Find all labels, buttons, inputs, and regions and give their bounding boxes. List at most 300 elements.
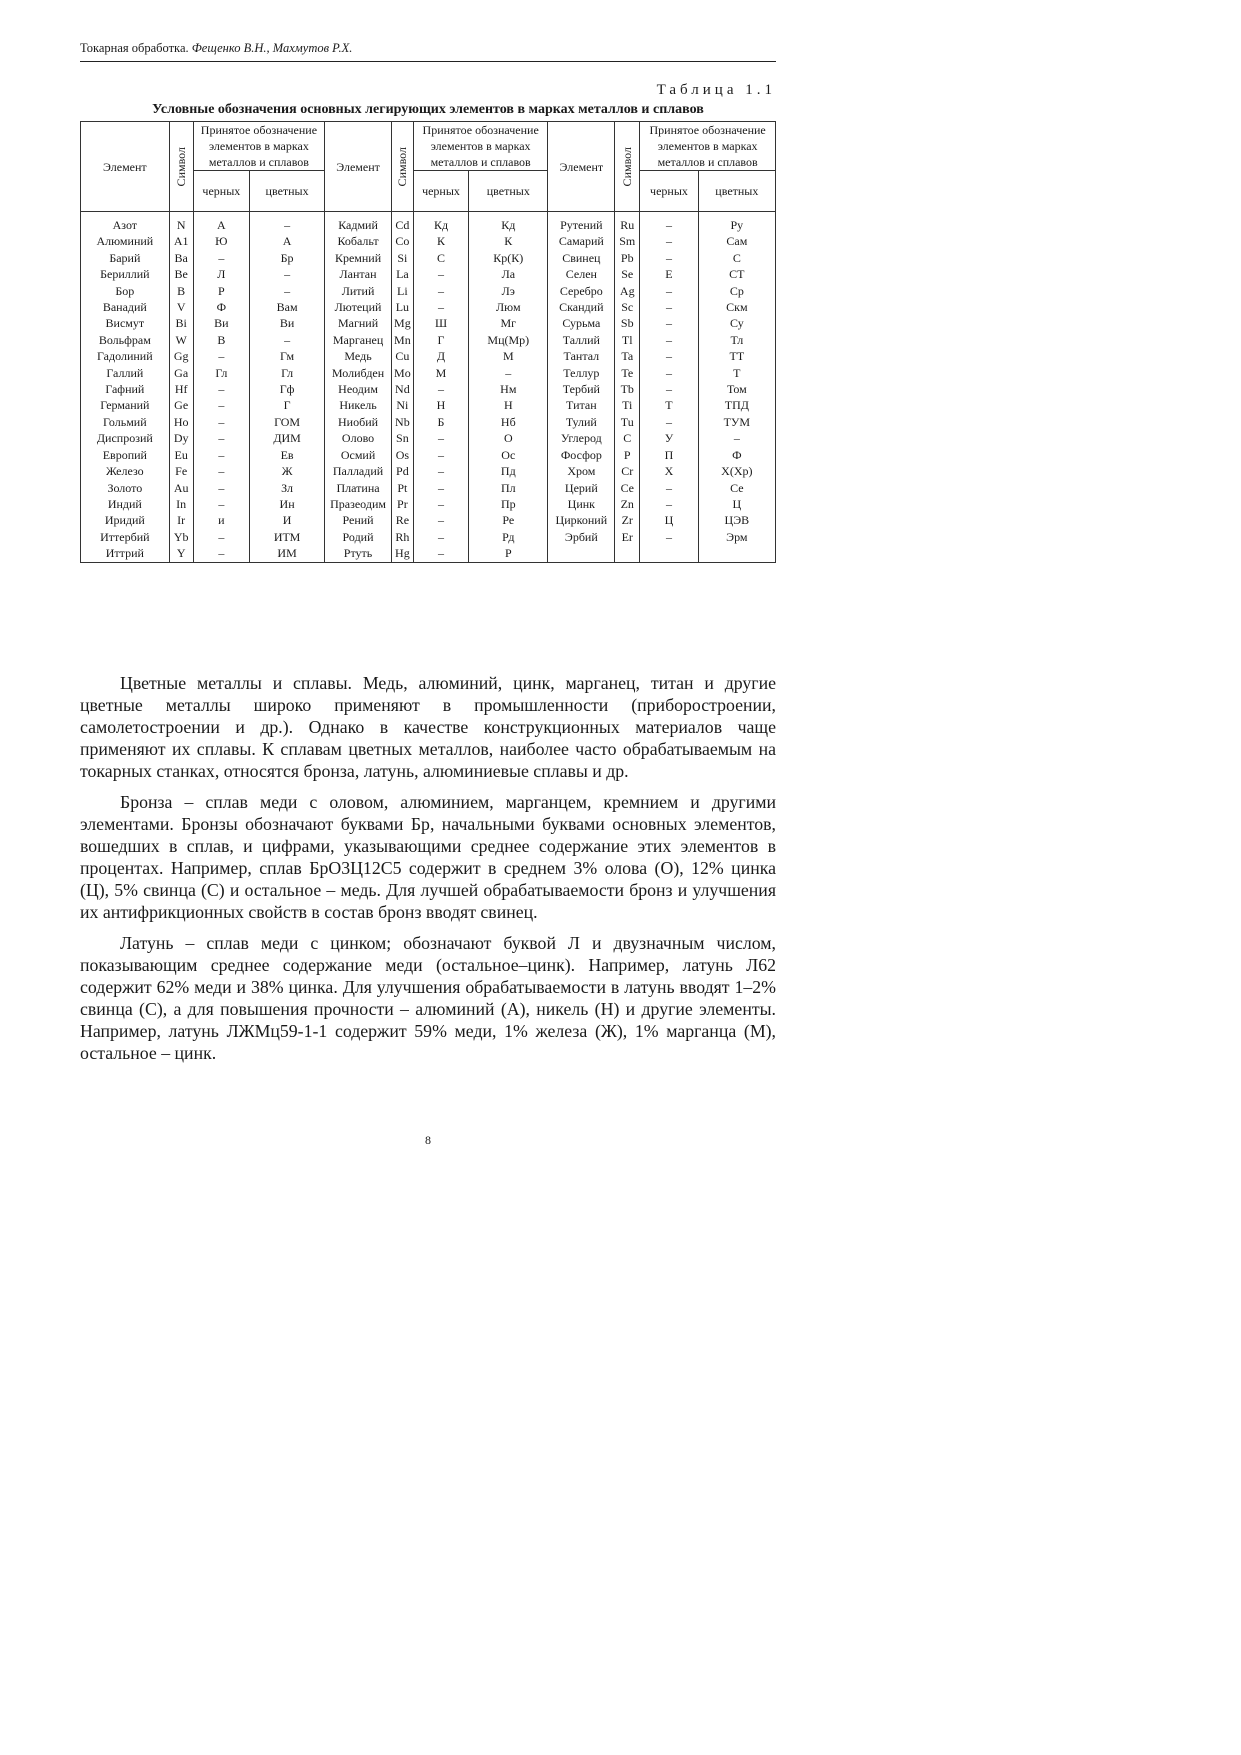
table-cell: Марганец [325, 332, 392, 348]
table-cell: Празеодим [325, 496, 392, 512]
table-cell: Скм [698, 299, 775, 315]
table-row [81, 299, 776, 315]
table-cell: – [640, 250, 698, 266]
table-cell: – [640, 529, 698, 545]
table-cell: Углерод [548, 430, 615, 446]
table-row [81, 348, 776, 364]
table-row [81, 381, 776, 397]
col-nonferrous: цветных [469, 171, 548, 212]
table-cell: – [193, 348, 249, 364]
table-cell: – [640, 332, 698, 348]
table-cell: Галлий [81, 365, 170, 381]
table-cell: Се [698, 480, 775, 496]
table-cell: Рений [325, 512, 392, 528]
table-number: Таблица 1.1 [656, 82, 776, 98]
table-row [81, 480, 776, 496]
table-cell [615, 545, 640, 562]
table-cell: A1 [169, 233, 193, 249]
table-cell: А [250, 233, 325, 249]
table-cell: – [640, 299, 698, 315]
table-cell: Барий [81, 250, 170, 266]
table-cell: Lu [391, 299, 413, 315]
table-cell: – [640, 283, 698, 299]
table-row [81, 250, 776, 266]
table-cell: – [413, 512, 468, 528]
table-cell: Титан [548, 397, 615, 413]
table-cell: Иридий [81, 512, 170, 528]
table-cell: Nd [391, 381, 413, 397]
table-cell: Литий [325, 283, 392, 299]
table-cell: Be [169, 266, 193, 282]
table-cell: Лантан [325, 266, 392, 282]
header-authors: Фещенко В.Н., Махмутов Р.Х. [191, 41, 353, 55]
body-text [80, 672, 776, 1073]
table-cell: Х [640, 463, 698, 479]
table-cell: Золото [81, 480, 170, 496]
paragraph: Латунь – сплав меди с цинком; обозначают буквой Л и двузначным числом, показывающим среднее содержание меди (остальное–цинк). Например, латунь Л62 содержит 62% меди и 38% цинка. Для улучшения обрабатываемости в латунь вводят 1–2% свинца (С), а для повышения прочности – алюминий (А), никель (Н) и другие элементы. Например, латунь ЛЖМц59-1-1 содержит 59% меди, 1% железа (Ж), 1% марганца (М), остальное – цинк. [80, 933, 776, 1063]
table-cell: Ш [413, 315, 468, 331]
table-body [81, 212, 776, 563]
table-row [81, 397, 776, 413]
table-cell: Ниобий [325, 414, 392, 430]
table-cell: Pb [615, 250, 640, 266]
table-cell: Eu [169, 447, 193, 463]
table-cell: – [193, 496, 249, 512]
table-cell: – [413, 266, 468, 282]
table-cell: Mn [391, 332, 413, 348]
table-cell: П [640, 447, 698, 463]
table-cell: Иттербий [81, 529, 170, 545]
table-cell: Ce [615, 480, 640, 496]
col-accepted: Принятое обозначение элементов в марках металлов и сплавов [640, 122, 776, 171]
table-cell: Ti [615, 397, 640, 413]
table-cell: Иттрий [81, 545, 170, 562]
table-cell: Ф [193, 299, 249, 315]
table-cell: Au [169, 480, 193, 496]
table-cell: In [169, 496, 193, 512]
table-cell: V [169, 299, 193, 315]
table-cell: N [169, 212, 193, 234]
table-cell: Zr [615, 512, 640, 528]
table-cell: Sb [615, 315, 640, 331]
col-element: Элемент [81, 122, 170, 212]
table-cell: Германий [81, 397, 170, 413]
table-cell: Te [615, 365, 640, 381]
col-nonferrous: цветных [698, 171, 775, 212]
table-cell: Р [469, 545, 548, 562]
table-cell: Ру [698, 212, 775, 234]
table-cell: Ла [469, 266, 548, 282]
table-cell: – [250, 266, 325, 282]
table-cell: – [640, 381, 698, 397]
table-cell: Ta [615, 348, 640, 364]
table-cell: Ср [698, 283, 775, 299]
table-cell: Гл [193, 365, 249, 381]
table-cell: Ц [640, 512, 698, 528]
table-cell: Ос [469, 447, 548, 463]
table-cell: Серебро [548, 283, 615, 299]
table-cell: Ванадий [81, 299, 170, 315]
table-cell: – [250, 332, 325, 348]
table-cell: – [640, 315, 698, 331]
table-row [81, 463, 776, 479]
col-ferrous: черных [640, 171, 698, 212]
table-cell: Самарий [548, 233, 615, 249]
table-cell: Сам [698, 233, 775, 249]
table-cell [698, 545, 775, 562]
table-cell: – [640, 212, 698, 234]
table-cell: – [193, 447, 249, 463]
table-cell: Co [391, 233, 413, 249]
table-cell: Железо [81, 463, 170, 479]
table-row [81, 447, 776, 463]
table-cell: К [413, 233, 468, 249]
table-cell: – [193, 480, 249, 496]
table-cell: Бор [81, 283, 170, 299]
table-cell: – [413, 283, 468, 299]
table-cell: Ин [250, 496, 325, 512]
table-row [81, 512, 776, 528]
table-cell: Gg [169, 348, 193, 364]
table-cell: Pt [391, 480, 413, 496]
table-cell: Ir [169, 512, 193, 528]
table-cell: Цирконий [548, 512, 615, 528]
table-cell: Гл [250, 365, 325, 381]
table-cell: Гольмий [81, 414, 170, 430]
table-cell: Tb [615, 381, 640, 397]
table-cell: Н [469, 397, 548, 413]
table-cell: Нб [469, 414, 548, 430]
table-cell: – [698, 430, 775, 446]
table-cell: ТТ [698, 348, 775, 364]
table-cell: Sm [615, 233, 640, 249]
col-accepted: Принятое обозначение элементов в марках металлов и сплавов [413, 122, 548, 171]
col-symbol: Символ [615, 122, 640, 212]
table-cell: Скандий [548, 299, 615, 315]
table-cell: Т [640, 397, 698, 413]
table-cell: – [413, 447, 468, 463]
table-cell: La [391, 266, 413, 282]
header-title: Токарная обработка. [80, 41, 189, 55]
page-number: 8 [425, 1133, 431, 1147]
table-cell: Т [698, 365, 775, 381]
table-cell: Эрм [698, 529, 775, 545]
table-cell: Р [193, 283, 249, 299]
table-cell: – [193, 463, 249, 479]
table-cell: Вольфрам [81, 332, 170, 348]
table-cell: Rh [391, 529, 413, 545]
table-cell: Неодим [325, 381, 392, 397]
table-cell: Том [698, 381, 775, 397]
table-cell: Ag [615, 283, 640, 299]
table-cell: Магний [325, 315, 392, 331]
table-cell: Г [250, 397, 325, 413]
table-cell: Фосфор [548, 447, 615, 463]
table-cell: – [640, 233, 698, 249]
table-cell: – [413, 529, 468, 545]
table-cell: Кремний [325, 250, 392, 266]
table-cell: Г [413, 332, 468, 348]
table-cell: Цинк [548, 496, 615, 512]
table-cell: – [413, 545, 468, 562]
table-cell: – [640, 365, 698, 381]
table-cell: О [469, 430, 548, 446]
table-cell: Селен [548, 266, 615, 282]
table-cell: Mg [391, 315, 413, 331]
table-cell: Ви [250, 315, 325, 331]
table-cell: Тербий [548, 381, 615, 397]
table-cell: – [413, 480, 468, 496]
table-cell: Лютеций [325, 299, 392, 315]
table-cell: B [169, 283, 193, 299]
table-cell: Д [413, 348, 468, 364]
col-nonferrous: цветных [250, 171, 325, 212]
table-cell: Sc [615, 299, 640, 315]
table-cell: Cr [615, 463, 640, 479]
table-cell: М [413, 365, 468, 381]
table-cell: Алюминий [81, 233, 170, 249]
table-cell: СТ [698, 266, 775, 282]
table-cell: – [250, 212, 325, 234]
table-cell: и [193, 512, 249, 528]
table-cell: Zn [615, 496, 640, 512]
table-cell: Er [615, 529, 640, 545]
table-title: Условные обозначения основных легирующих элементов в марках металлов и сплавов [152, 102, 704, 117]
table-cell: Хром [548, 463, 615, 479]
col-element: Элемент [548, 122, 615, 212]
table-cell: Бр [250, 250, 325, 266]
table-cell: – [640, 414, 698, 430]
paragraph: Бронза – сплав меди с оловом, алюминием, марганцем, кремнием и другими элементами. Бронзы обозначают буквами Бр, начальными буквами основных элементов, вошедших в сплав, и цифрами, указывающими среднее содержание этих элементов в процентах. Например, сплав БрО3Ц12С5 содержит в среднем 3% олова (О), 12% цинка (Ц), 5% свинца (С) и остальное – медь. Для лучшей обрабатываемости бронз и улучшения их антифрикционных свойств в состав бронз вводят свинец. [80, 792, 776, 922]
table-cell: Ф [698, 447, 775, 463]
table-cell: Медь [325, 348, 392, 364]
table-cell: Молибден [325, 365, 392, 381]
table-cell: P [615, 447, 640, 463]
table-cell: С [413, 250, 468, 266]
table-cell: Ge [169, 397, 193, 413]
table-cell: Mo [391, 365, 413, 381]
table-cell: В [193, 332, 249, 348]
table-cell: Re [391, 512, 413, 528]
table-cell: W [169, 332, 193, 348]
table-cell: Европий [81, 447, 170, 463]
table-cell: – [250, 283, 325, 299]
running-header [80, 41, 776, 62]
table-cell: – [193, 529, 249, 545]
table-cell: Индий [81, 496, 170, 512]
table-cell: Pr [391, 496, 413, 512]
table-cell: Л [193, 266, 249, 282]
col-element: Элемент [325, 122, 392, 212]
table-cell: Tu [615, 414, 640, 430]
table-cell: Cu [391, 348, 413, 364]
table-row [81, 430, 776, 446]
col-accepted: Принятое обозначение элементов в марках металлов и сплавов [193, 122, 324, 171]
table-cell: ИМ [250, 545, 325, 562]
table-row [81, 283, 776, 299]
table-cell: Теллур [548, 365, 615, 381]
table-cell: – [640, 496, 698, 512]
elements-table [80, 121, 776, 563]
table-cell: – [193, 545, 249, 562]
table-row [81, 545, 776, 562]
table-cell: Осмий [325, 447, 392, 463]
table-cell: Н [413, 397, 468, 413]
paragraph: Цветные металлы и сплавы. Медь, алюминий, цинк, марганец, титан и другие цветные металлы широко применяют в промышленности (приборостроении, самолетостроении и др.). Однако в качестве конструкционных материалов чаще применяют их сплавы. К сплавам цветных металлов, наиболее часто обрабатываемым на токарных станках, относятся бронза, латунь, алюминиевые сплавы и др. [80, 673, 776, 781]
table-row [81, 529, 776, 545]
table-cell: К [469, 233, 548, 249]
table-cell: – [413, 496, 468, 512]
table-cell: Церий [548, 480, 615, 496]
table-cell: Нм [469, 381, 548, 397]
table-cell: ГОМ [250, 414, 325, 430]
table-cell: Эрбий [548, 529, 615, 545]
table-cell [640, 545, 698, 562]
table-cell: Кд [413, 212, 468, 234]
table-cell: Диспрозий [81, 430, 170, 446]
table-cell: Ю [193, 233, 249, 249]
table-cell: ТУМ [698, 414, 775, 430]
table-cell: – [193, 250, 249, 266]
table-cell: Е [640, 266, 698, 282]
table-cell: Ре [469, 512, 548, 528]
table-cell: Os [391, 447, 413, 463]
table-row [81, 315, 776, 331]
table-row [81, 496, 776, 512]
table-cell: Кобальт [325, 233, 392, 249]
table-cell: Ga [169, 365, 193, 381]
table-header-row [81, 122, 776, 171]
table-cell: – [413, 463, 468, 479]
table-cell: ТПД [698, 397, 775, 413]
table-cell: Hg [391, 545, 413, 562]
table-cell: Ж [250, 463, 325, 479]
table-cell: Олово [325, 430, 392, 446]
table-cell: Мг [469, 315, 548, 331]
table-cell: Азот [81, 212, 170, 234]
table-cell: С [698, 250, 775, 266]
table-cell: Кр(К) [469, 250, 548, 266]
table-cell: Тантал [548, 348, 615, 364]
table-cell: Ртуть [325, 545, 392, 562]
table-cell: Б [413, 414, 468, 430]
table-cell: Bi [169, 315, 193, 331]
table-cell: Платина [325, 480, 392, 496]
table-cell: Si [391, 250, 413, 266]
table-cell: ДИМ [250, 430, 325, 446]
table-cell: Бериллий [81, 266, 170, 282]
table-cell: Люм [469, 299, 548, 315]
table-cell: – [469, 365, 548, 381]
table-cell: – [193, 381, 249, 397]
table-cell: Ba [169, 250, 193, 266]
table-cell: Пд [469, 463, 548, 479]
table-cell: – [640, 480, 698, 496]
table-cell: – [193, 430, 249, 446]
table-cell: Лэ [469, 283, 548, 299]
table-cell: Ц [698, 496, 775, 512]
table-cell: Ев [250, 447, 325, 463]
table-cell: Зл [250, 480, 325, 496]
table-cell: C [615, 430, 640, 446]
table-cell: Sn [391, 430, 413, 446]
table-row [81, 365, 776, 381]
table-cell: Рутений [548, 212, 615, 234]
table-cell: Х(Хр) [698, 463, 775, 479]
table-cell: Hf [169, 381, 193, 397]
col-ferrous: черных [413, 171, 468, 212]
table-cell: Pd [391, 463, 413, 479]
table-cell: Tl [615, 332, 640, 348]
table-cell: Никель [325, 397, 392, 413]
table-cell: М [469, 348, 548, 364]
table-cell: У [640, 430, 698, 446]
col-symbol: Символ [391, 122, 413, 212]
table-cell: ЦЭВ [698, 512, 775, 528]
table-cell: Nb [391, 414, 413, 430]
table-cell: Гм [250, 348, 325, 364]
table-cell: Cd [391, 212, 413, 234]
table-cell: Гф [250, 381, 325, 397]
table-cell: Сурьма [548, 315, 615, 331]
table-cell: Y [169, 545, 193, 562]
table-cell: Ni [391, 397, 413, 413]
table-cell: Вам [250, 299, 325, 315]
table-cell: Таллий [548, 332, 615, 348]
table-cell: Кд [469, 212, 548, 234]
table-cell: – [413, 430, 468, 446]
table-cell: Родий [325, 529, 392, 545]
table-cell: Dy [169, 430, 193, 446]
table-cell: Пл [469, 480, 548, 496]
table-cell: Висмут [81, 315, 170, 331]
table-cell: Fe [169, 463, 193, 479]
table-cell: Палладий [325, 463, 392, 479]
table-cell: А [193, 212, 249, 234]
col-symbol: Символ [169, 122, 193, 212]
table-row [81, 332, 776, 348]
table-cell: Мц(Мр) [469, 332, 548, 348]
table-cell: Су [698, 315, 775, 331]
table-cell: Рд [469, 529, 548, 545]
table-cell: – [413, 381, 468, 397]
table-cell [548, 545, 615, 562]
table-cell: Li [391, 283, 413, 299]
table-row [81, 212, 776, 234]
table-cell: – [413, 299, 468, 315]
table-cell: Тл [698, 332, 775, 348]
table-cell: Пр [469, 496, 548, 512]
table-cell: Кадмий [325, 212, 392, 234]
table-cell: Ви [193, 315, 249, 331]
table-cell: Тулий [548, 414, 615, 430]
table-cell: Гадолиний [81, 348, 170, 364]
table-cell: – [193, 397, 249, 413]
table-row [81, 233, 776, 249]
table-cell: Ru [615, 212, 640, 234]
table-row [81, 414, 776, 430]
table-cell: – [193, 414, 249, 430]
col-ferrous: черных [193, 171, 249, 212]
table-cell: Yb [169, 529, 193, 545]
table-cell: – [640, 348, 698, 364]
table-cell: Свинец [548, 250, 615, 266]
table-cell: Гафний [81, 381, 170, 397]
table-row [81, 266, 776, 282]
table-cell: Se [615, 266, 640, 282]
table-cell: И [250, 512, 325, 528]
table-cell: Ho [169, 414, 193, 430]
